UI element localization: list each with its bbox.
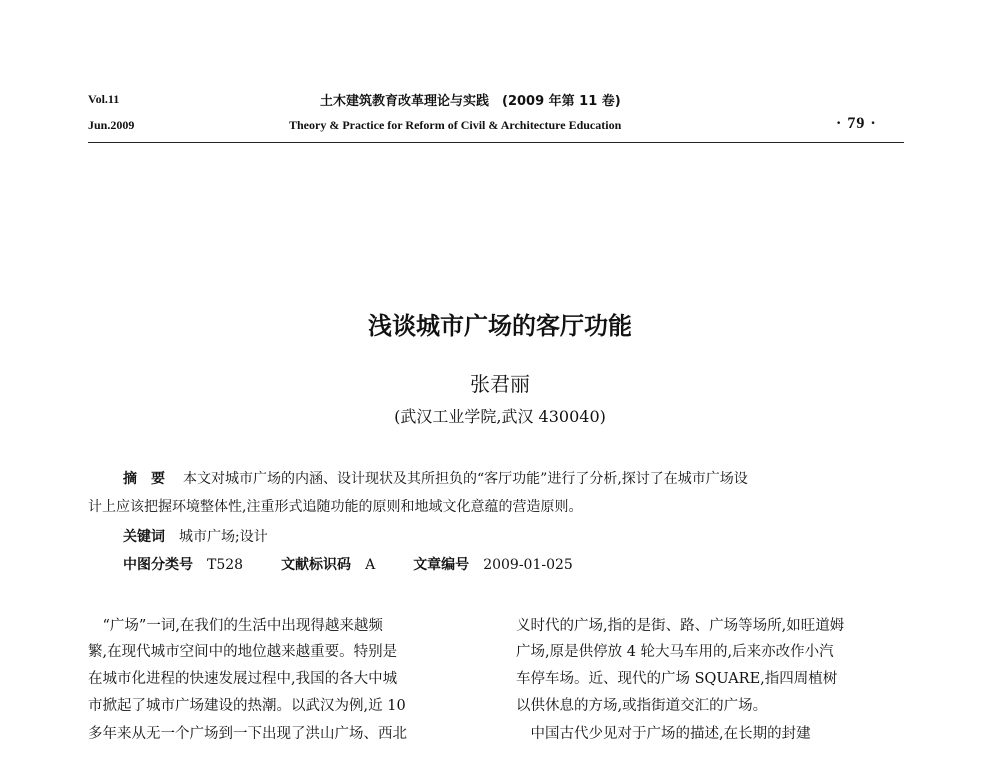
doc-code-label: 文献标识码: [281, 557, 352, 573]
body-left-line: 多年来从无一个广场到一下出现了洪山广场、西北: [88, 726, 407, 742]
article-title: 浅谈城市广场的客厅功能: [368, 312, 632, 340]
body-right-line: 车停车场。近、现代的广场 SQUARE,指四周植树: [516, 671, 838, 687]
body-left-line: 在城市化进程的快速发展过程中,我国的各大中城: [88, 671, 398, 687]
keywords-line: [123, 526, 268, 546]
article-author: 张君丽: [470, 372, 530, 396]
body-left-line: “广场”一词,在我们的生活中出现得越来越频: [88, 618, 383, 634]
abstract-label: 摘 要: [123, 471, 165, 487]
body-left-line: 繁,在现代城市空间中的地位越来越重要。特别是: [88, 644, 398, 660]
header-journal-en: Theory & Practice for Reform of Civil & Architecture Education: [289, 118, 622, 132]
clc-value: T528: [207, 557, 244, 573]
header-volume: Vol.11: [88, 92, 120, 106]
article-affiliation: (武汉工业学院,武汉 430040): [394, 407, 606, 426]
classification-line: [123, 554, 573, 574]
keywords-label: 关键词: [123, 529, 165, 545]
header-date: Jun.2009: [88, 118, 135, 132]
header-journal-cn: 土木建筑教育改革理论与实践 (2009 年第 11 卷): [320, 94, 621, 109]
body-right-line: 广场,原是供停放 4 轮大马车用的,后来亦改作小汽: [516, 644, 834, 660]
article-no-label: 文章编号: [413, 557, 470, 573]
header-page-number: · 79 ·: [836, 115, 877, 132]
body-right-line: 以供休息的方场,或指街道交汇的广场。: [516, 698, 768, 714]
body-left-line: 市掀起了城市广场建设的热潮。以武汉为例,近 10: [88, 698, 406, 714]
abstract-line: [123, 468, 748, 488]
article-no-value: 2009-01-025: [483, 557, 573, 573]
body-right-line: 中国古代少见对于广场的描述,在长期的封建: [516, 726, 811, 742]
doc-code-value: A: [365, 557, 376, 573]
keywords-value: 城市广场;设计: [179, 529, 268, 545]
clc-label: 中图分类号: [123, 557, 193, 573]
body-right-line: 义时代的广场,指的是街、路、广场等场所,如旺道姆: [516, 618, 845, 634]
abstract-line: 计上应该把握环境整体性,注重形式追随功能的原则和地域文化意蕴的营造原则。: [88, 499, 583, 515]
abstract-text-1: 本文对城市广场的内涵、设计现状及其所担负的“客厅功能”进行了分析,探讨了在城市广场设: [183, 471, 748, 487]
header-rule: [88, 142, 904, 143]
